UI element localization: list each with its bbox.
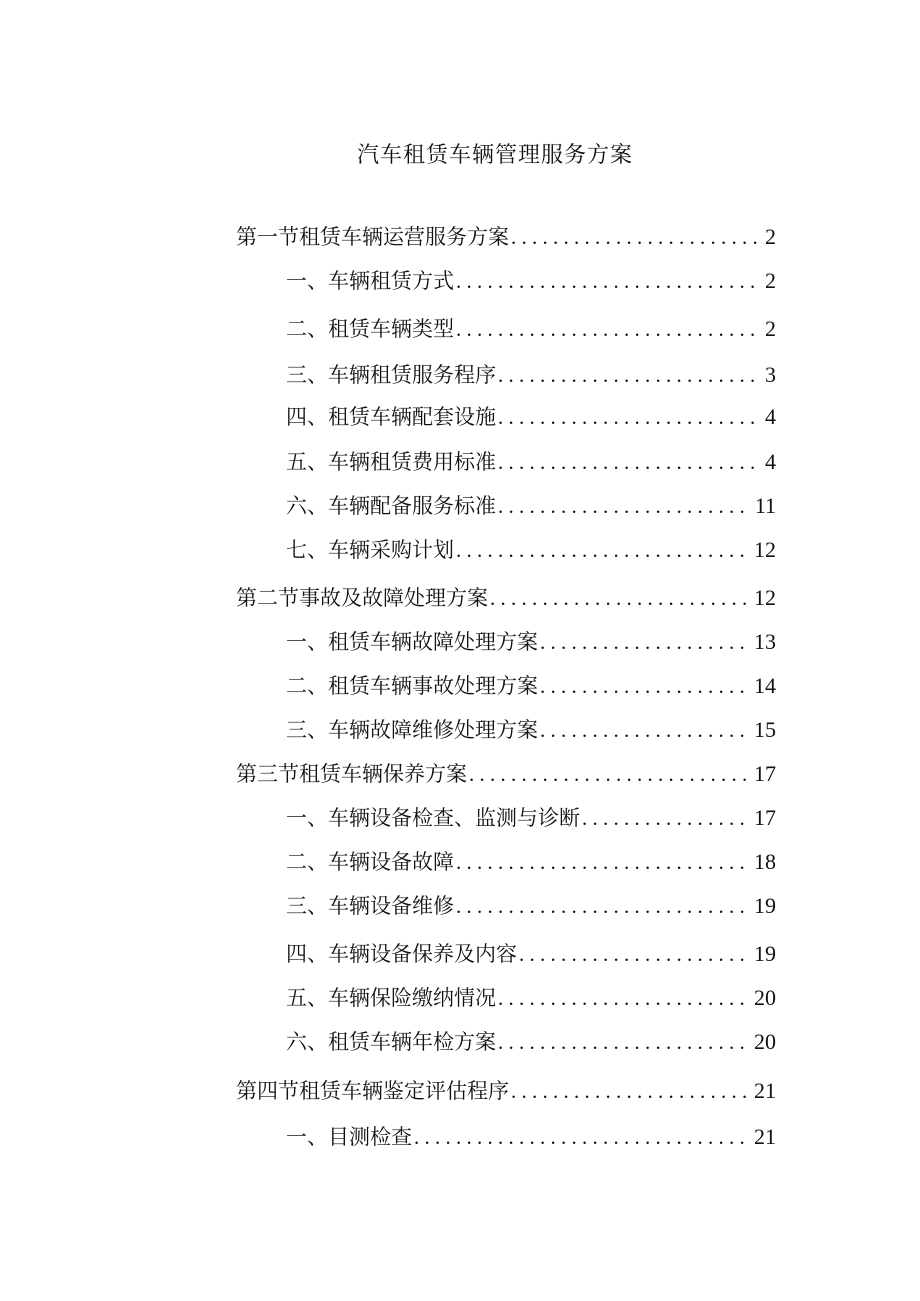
toc-entry-title: 一、车辆设备检查、监测与诊断	[286, 806, 580, 830]
toc-section-entry[interactable]	[236, 222, 776, 252]
toc-entry-title: 第三节租赁车辆保养方案	[236, 762, 467, 786]
toc-entry-title: 第二节事故及故障处理方案	[236, 586, 488, 610]
document-title: 汽车租赁车辆管理服务方案	[356, 143, 633, 168]
toc-section-entry[interactable]	[236, 1076, 776, 1106]
toc-subsection-entry[interactable]	[286, 891, 776, 921]
toc-subsection-entry[interactable]	[286, 671, 776, 701]
toc-subsection-entry[interactable]	[286, 627, 776, 657]
toc-dot-leader	[498, 1027, 750, 1057]
toc-page-number: 12	[754, 537, 776, 562]
toc-page-number: 11	[754, 493, 776, 518]
toc-subsection-entry[interactable]	[286, 983, 776, 1013]
toc-dot-leader	[469, 759, 750, 789]
toc-dot-leader	[511, 1076, 750, 1106]
toc-page-number: 14	[754, 673, 776, 698]
toc-page-number: 20	[754, 1029, 776, 1054]
toc-dot-leader	[456, 891, 750, 921]
toc-subsection-entry[interactable]	[286, 535, 776, 565]
toc-page-number: 13	[754, 629, 776, 654]
toc-subsection-entry[interactable]	[286, 939, 776, 969]
toc-subsection-entry[interactable]	[286, 803, 776, 833]
toc-dot-leader	[456, 314, 761, 344]
toc-page-number: 18	[754, 849, 776, 874]
toc-subsection-entry[interactable]	[286, 491, 776, 521]
toc-page-number: 19	[754, 893, 776, 918]
toc-dot-leader	[490, 583, 750, 613]
toc-dot-leader	[498, 447, 761, 477]
toc-entry-title: 三、车辆租赁服务程序	[286, 363, 496, 387]
toc-section-entry[interactable]	[236, 583, 776, 613]
toc-entry-title: 三、车辆故障维修处理方案	[286, 718, 538, 742]
toc-entry-title: 第一节租赁车辆运营服务方案	[236, 225, 509, 249]
toc-dot-leader	[456, 266, 761, 296]
toc-entry-title: 七、车辆采购计划	[286, 538, 454, 562]
toc-entry-title: 二、车辆设备故障	[286, 850, 454, 874]
toc-page-number: 4	[765, 449, 776, 474]
toc-page-number: 2	[765, 316, 776, 341]
toc-subsection-entry[interactable]	[286, 715, 776, 745]
toc-subsection-entry[interactable]	[286, 402, 776, 432]
toc-page-number: 17	[754, 761, 776, 786]
toc-subsection-entry[interactable]	[286, 360, 776, 390]
toc-page-number: 15	[754, 717, 776, 742]
toc-page-number: 2	[765, 224, 776, 249]
toc-entry-title: 四、租赁车辆配套设施	[286, 405, 496, 429]
toc-entry-title: 六、租赁车辆年检方案	[286, 1030, 496, 1054]
toc-entry-title: 四、车辆设备保养及内容	[286, 942, 517, 966]
toc-page-number: 21	[754, 1078, 776, 1103]
toc-dot-leader	[540, 627, 750, 657]
toc-subsection-entry[interactable]	[286, 314, 776, 344]
toc-subsection-entry[interactable]	[286, 447, 776, 477]
toc-dot-leader	[582, 803, 750, 833]
toc-page-number: 17	[754, 805, 776, 830]
toc-page-number: 2	[765, 268, 776, 293]
toc-page-number: 3	[765, 362, 776, 387]
toc-dot-leader	[540, 671, 750, 701]
toc-section-entry[interactable]	[236, 759, 776, 789]
toc-entry-title: 一、车辆租赁方式	[286, 269, 454, 293]
toc-dot-leader	[519, 939, 750, 969]
toc-page-number: 21	[754, 1124, 776, 1149]
toc-subsection-entry[interactable]	[286, 1027, 776, 1057]
toc-dot-leader	[498, 983, 750, 1013]
toc-entry-title: 第四节租赁车辆鉴定评估程序	[236, 1079, 509, 1103]
toc-entry-title: 一、目测检查	[286, 1125, 412, 1149]
toc-dot-leader	[498, 360, 761, 390]
toc-dot-leader	[498, 402, 761, 432]
toc-dot-leader	[456, 847, 750, 877]
toc-page-number: 12	[754, 585, 776, 610]
toc-subsection-entry[interactable]	[286, 266, 776, 296]
toc-entry-title: 二、租赁车辆类型	[286, 317, 454, 341]
toc-subsection-entry[interactable]	[286, 1122, 776, 1152]
toc-entry-title: 一、租赁车辆故障处理方案	[286, 630, 538, 654]
toc-entry-title: 五、车辆保险缴纳情况	[286, 986, 496, 1010]
toc-page-number: 19	[754, 941, 776, 966]
toc-entry-title: 三、车辆设备维修	[286, 894, 454, 918]
toc-dot-leader	[456, 535, 750, 565]
toc-subsection-entry[interactable]	[286, 847, 776, 877]
toc-dot-leader	[498, 491, 751, 521]
toc-dot-leader	[511, 222, 761, 252]
toc-entry-title: 二、租赁车辆事故处理方案	[286, 674, 538, 698]
toc-dot-leader	[540, 715, 750, 745]
toc-entry-title: 六、车辆配备服务标准	[286, 494, 496, 518]
toc-page-number: 4	[765, 404, 776, 429]
toc-page-number: 20	[754, 985, 776, 1010]
toc-entry-title: 五、车辆租赁费用标准	[286, 450, 496, 474]
toc-dot-leader	[414, 1122, 750, 1152]
